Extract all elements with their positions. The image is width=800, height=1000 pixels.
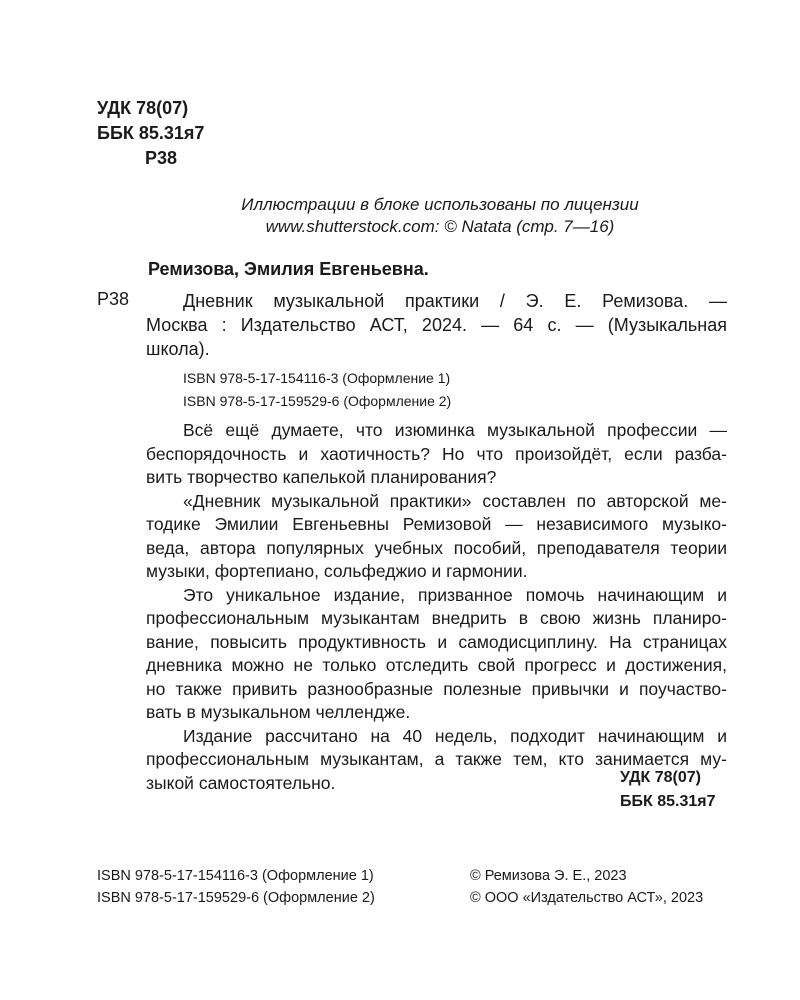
annotation-line: но также привить разнообразные полезные привычки и поучаство- bbox=[146, 678, 727, 699]
author-mark: Р38 bbox=[145, 148, 178, 168]
udk-code: УДК 78(07) bbox=[97, 98, 189, 118]
annotation-line: Это уникальное издание, призванное помочь начинающим и bbox=[183, 584, 727, 605]
annotation-line: вить творчество капелькой планирования? bbox=[146, 467, 497, 487]
footer-isbn bbox=[97, 865, 375, 909]
annotation-line: профессиональным музыкантам внедрить в свою жизнь планиро- bbox=[146, 608, 727, 628]
annotation-line: дневника можно не только отследить свой прогресс и достижения, bbox=[146, 655, 727, 675]
annotation-line: вание, повысить продуктивность и самодисциплину. На страницах bbox=[146, 631, 727, 652]
annotation-line: тодике Эмилии Евгеньевны Ремизовой — независимого музыко- bbox=[146, 514, 727, 534]
record-line: Дневник музыкальной практики / Э. Е. Ремизова. — bbox=[183, 291, 727, 311]
bbk-code: ББК 85.31я7 bbox=[620, 793, 716, 810]
annotation bbox=[146, 419, 727, 795]
illustration-credit bbox=[150, 194, 730, 238]
udk-code: УДК 78(07) bbox=[620, 769, 701, 786]
annotation-line: «Дневник музыкальной практики» составлен по авторской ме- bbox=[183, 490, 727, 511]
record-line: Москва : Издательство АСТ, 2024. — 64 с. — (Музыкальная bbox=[146, 315, 727, 335]
annotation-paragraph bbox=[146, 490, 727, 584]
annotation-line: веда, автора популярных учебных пособий, преподавателя теории bbox=[146, 537, 727, 558]
isbn: ISBN 978-5-17-159529-6 (Оформление 2) bbox=[183, 393, 452, 409]
annotation-line: музыки, фортепиано, сольфеджио и гармонии. bbox=[146, 561, 528, 581]
annotation-paragraph bbox=[146, 419, 727, 490]
copyright bbox=[470, 865, 703, 909]
annotation-paragraph bbox=[146, 584, 727, 725]
isbn: ISBN 978-5-17-159529-6 (Оформление 2) bbox=[97, 890, 375, 906]
annotation-line: вать в музыкальном челлендже. bbox=[146, 702, 411, 722]
bibliographic-record bbox=[146, 289, 727, 361]
annotation-line: Всё ещё думаете, что изюминка музыкальной профессии — bbox=[183, 420, 727, 440]
isbn: ISBN 978-5-17-154116-3 (Оформление 1) bbox=[97, 868, 374, 884]
classification-codes bbox=[97, 96, 204, 171]
annotation-line: профессиональным музыкантам, а также тем, кто занимается му- bbox=[146, 749, 727, 769]
annotation-line: беспорядочность и хаотичность? Но что произойдёт, если разба- bbox=[146, 443, 727, 464]
footer-codes bbox=[620, 766, 715, 814]
isbn: ISBN 978-5-17-154116-3 (Оформление 1) bbox=[183, 370, 451, 386]
annotation-line: Издание рассчитано на 40 недель, подходит начинающим и bbox=[183, 725, 727, 746]
illustration-credit-line: www.shutterstock.com: © Natata (стр. 7—16) bbox=[265, 217, 615, 236]
record-line: школа). bbox=[146, 339, 210, 359]
record-label: Р38 bbox=[97, 289, 130, 309]
copyright-line: © ООО «Издательство АСТ», 2023 bbox=[470, 890, 704, 906]
annotation-line: зыкой самостоятельно. bbox=[146, 772, 336, 793]
copyright-line: © Ремизова Э. Е., 2023 bbox=[470, 868, 627, 884]
isbn-list bbox=[183, 367, 451, 413]
illustration-credit-line: Иллюстрации в блоке использованы по лицензии bbox=[241, 195, 639, 214]
author-heading: Ремизова, Эмилия Евгеньевна. bbox=[148, 259, 429, 279]
bbk-code: ББК 85.31я7 bbox=[97, 123, 205, 143]
